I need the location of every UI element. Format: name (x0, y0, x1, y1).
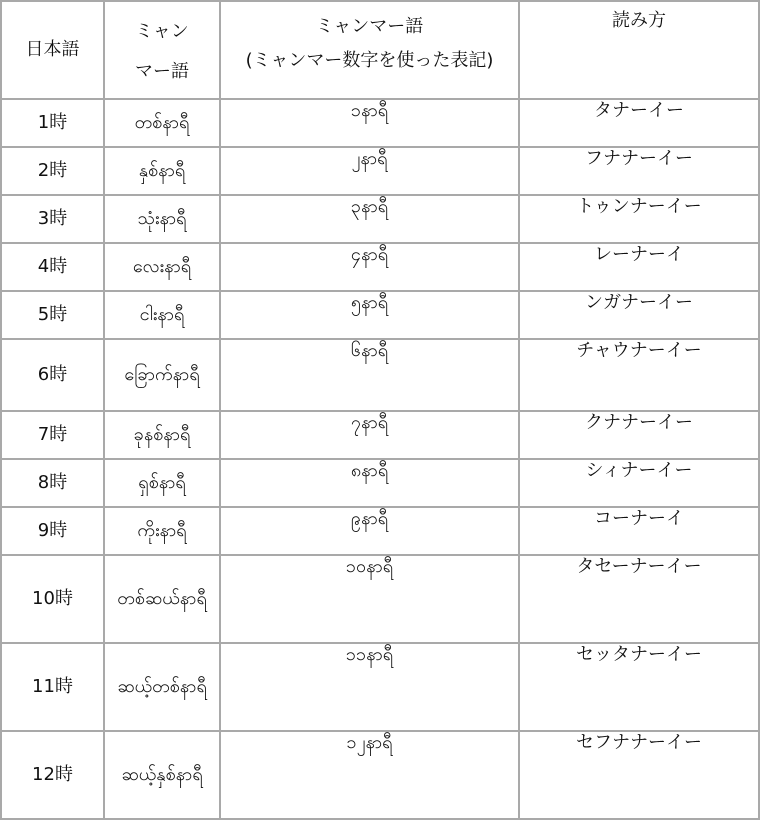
table-row (1, 731, 759, 819)
hour-reading-cell: ンガナーイー (519, 291, 759, 339)
hour-myanmar-numeral-cell: ၄နာရီ (220, 243, 519, 291)
hour-myanmar-numeral-cell: ၅နာရီ (220, 291, 519, 339)
table-row (1, 555, 759, 643)
table-row (1, 459, 759, 507)
hour-myanmar-numeral-cell: ၁၁နာရီ (220, 643, 519, 731)
hour-reading-cell: トゥンナーイー (519, 195, 759, 243)
header-numerals-line1: ミャンマー語 (315, 16, 424, 37)
header-numerals-line2: (ミャンマー数字を使った表記) (245, 50, 494, 71)
table-row (1, 243, 759, 291)
hour-japanese-cell: 12時 (1, 731, 104, 819)
hour-japanese-cell: 6時 (1, 339, 104, 411)
hour-reading-cell: クナナーイー (519, 411, 759, 459)
table-row (1, 291, 759, 339)
hour-myanmar-cell: တစ်ဆယ်နာရီ (104, 555, 220, 643)
hour-myanmar-cell: တစ်နာရီ (104, 99, 220, 147)
table-row (1, 643, 759, 731)
hour-myanmar-cell: ငါးနာရီ (104, 291, 220, 339)
hour-myanmar-numeral-cell: ၁၂နာရီ (220, 731, 519, 819)
hour-myanmar-cell: ဆယ့်နှစ်နာရီ (104, 731, 220, 819)
hour-myanmar-numeral-cell: ၃နာရီ (220, 195, 519, 243)
table-row (1, 507, 759, 555)
header-myanmar-line2: マー語 (135, 61, 189, 82)
header-japanese: 日本語 (1, 1, 104, 99)
hour-reading-cell: セッタナーイー (519, 643, 759, 731)
hour-myanmar-numeral-cell: ၇နာရီ (220, 411, 519, 459)
header-myanmar-line1: ミャン (135, 21, 189, 42)
hour-reading-cell: チャウナーイー (519, 339, 759, 411)
hour-reading-cell: タナーイー (519, 99, 759, 147)
hour-myanmar-numeral-cell: ၂နာရီ (220, 147, 519, 195)
hour-japanese-cell: 4時 (1, 243, 104, 291)
header-myanmar (104, 1, 220, 99)
hour-reading-cell: タセーナーイー (519, 555, 759, 643)
hour-myanmar-cell: ခြောက်နာရီ (104, 339, 220, 411)
hour-myanmar-numeral-cell: ၁နာရီ (220, 99, 519, 147)
hour-japanese-cell: 2時 (1, 147, 104, 195)
hour-japanese-cell: 9時 (1, 507, 104, 555)
hour-myanmar-cell: သုံးနာရီ (104, 195, 220, 243)
header-row (1, 1, 759, 99)
table-body (1, 99, 759, 819)
hour-myanmar-cell: ခုနစ်နာရီ (104, 411, 220, 459)
table-row (1, 147, 759, 195)
hour-japanese-cell: 7時 (1, 411, 104, 459)
hour-myanmar-cell: ရှစ်နာရီ (104, 459, 220, 507)
hour-japanese-cell: 3時 (1, 195, 104, 243)
table-row (1, 339, 759, 411)
hour-japanese-cell: 8時 (1, 459, 104, 507)
header-reading: 読み方 (519, 1, 759, 99)
hour-japanese-cell: 10時 (1, 555, 104, 643)
hour-reading-cell: シィナーイー (519, 459, 759, 507)
hour-myanmar-cell: နှစ်နာရီ (104, 147, 220, 195)
hour-reading-cell: レーナーイ (519, 243, 759, 291)
hour-japanese-cell: 11時 (1, 643, 104, 731)
hour-reading-cell: コーナーイ (519, 507, 759, 555)
table-row (1, 99, 759, 147)
header-myanmar-numerals (220, 1, 519, 99)
hour-myanmar-cell: ကိုးနာရီ (104, 507, 220, 555)
hour-myanmar-cell: ဆယ့်တစ်နာရီ (104, 643, 220, 731)
hour-reading-cell: フナナーイー (519, 147, 759, 195)
table-row (1, 195, 759, 243)
hour-myanmar-numeral-cell: ၉နာရီ (220, 507, 519, 555)
hour-myanmar-numeral-cell: ၁၀နာရီ (220, 555, 519, 643)
hour-japanese-cell: 5時 (1, 291, 104, 339)
table-row (1, 411, 759, 459)
hour-myanmar-numeral-cell: ၆နာရီ (220, 339, 519, 411)
hour-myanmar-cell: လေးနာရီ (104, 243, 220, 291)
hour-myanmar-numeral-cell: ၈နာရီ (220, 459, 519, 507)
hour-reading-cell: セフナナーイー (519, 731, 759, 819)
hour-japanese-cell: 1時 (1, 99, 104, 147)
